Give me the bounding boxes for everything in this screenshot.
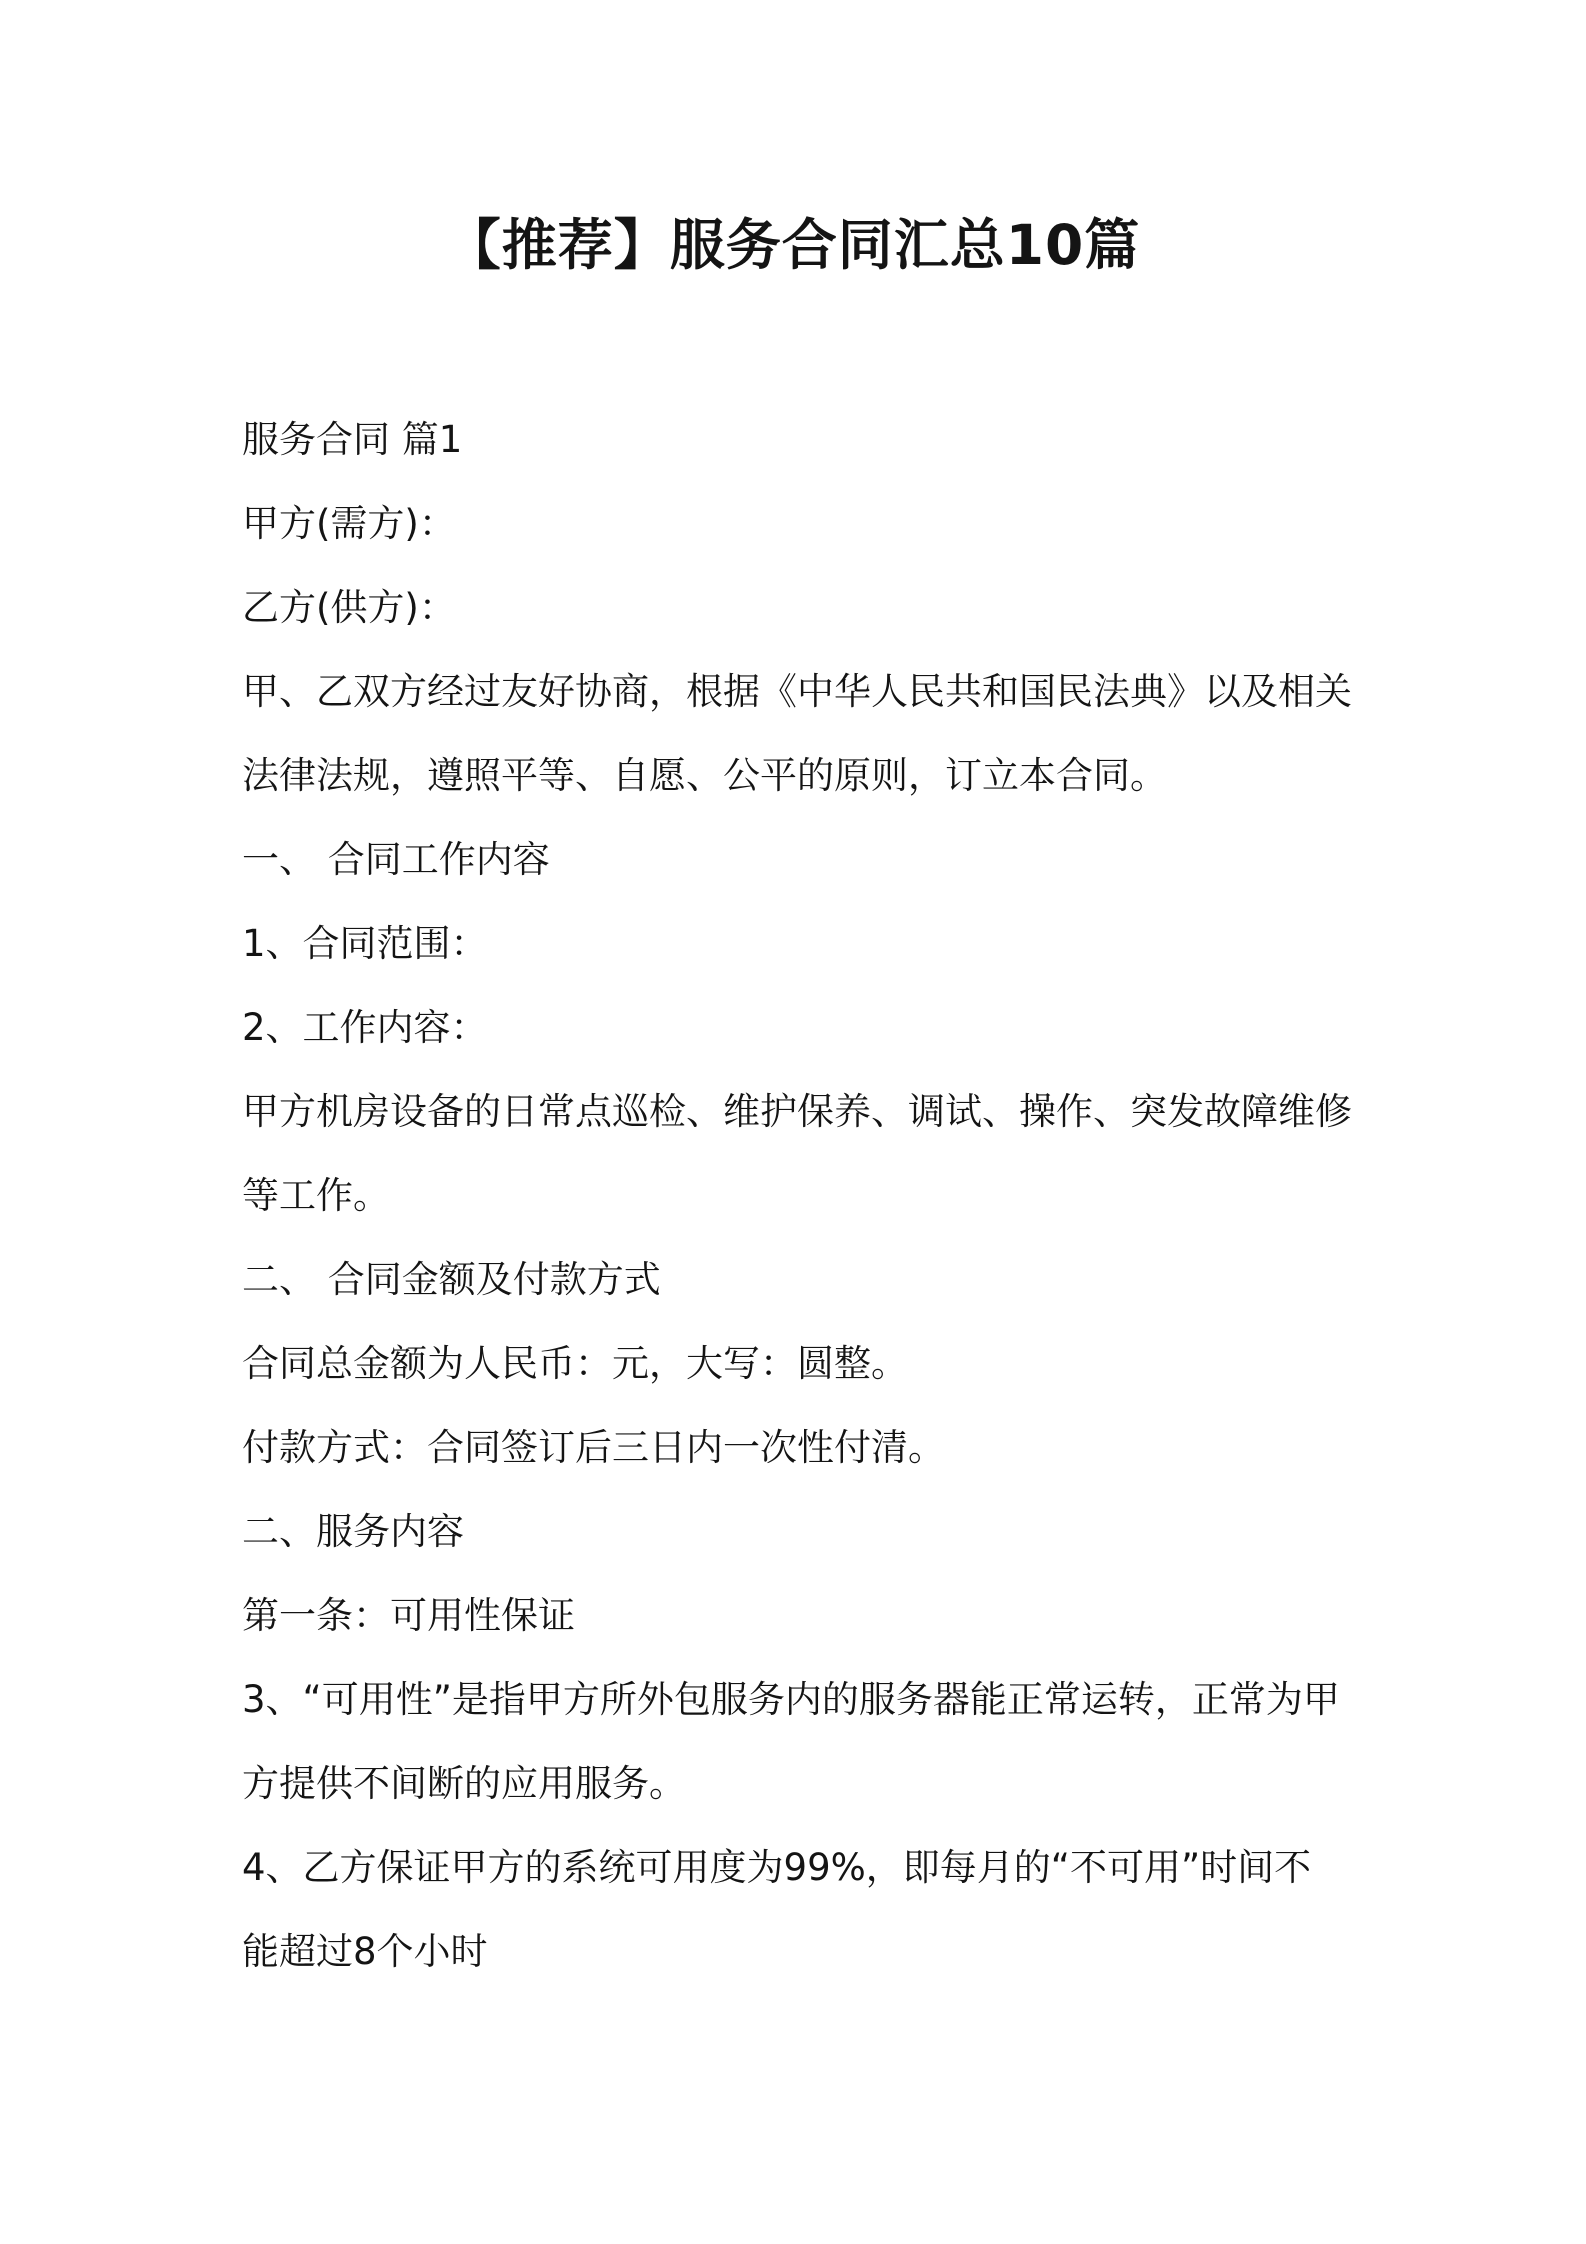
clause-heading: 二、服务内容 [242, 1510, 464, 1553]
party-b-line: 乙方(供方)： [242, 586, 456, 629]
paragraph-line: 甲、乙双方经过友好协商，根据《中华人民共和国民法典》以及相关 [242, 670, 1352, 713]
paragraph-line: 法律法规，遵照平等、自愿、公平的原则，订立本合同。 [242, 754, 1167, 797]
document-body [242, 398, 1362, 1994]
paragraph-line: 付款方式：合同签订后三日内一次性付清。 [242, 1426, 945, 1469]
section-heading: 服务合同 篇1 [242, 418, 463, 461]
clause-item: 1、合同范围： [242, 922, 488, 965]
clause-heading: 一、 合同工作内容 [242, 838, 550, 881]
article-heading: 第一条：可用性保证 [242, 1594, 575, 1637]
paragraph-line: 等工作。 [242, 1174, 390, 1217]
clause-heading: 二、 合同金额及付款方式 [242, 1258, 661, 1301]
paragraph-line: 方提供不间断的应用服务。 [242, 1762, 686, 1805]
party-a-line: 甲方(需方)： [242, 502, 456, 545]
clause-item: 2、工作内容： [242, 1006, 488, 1049]
paragraph-line: 能超过8个小时 [242, 1930, 488, 1973]
document-title: 【推荐】服务合同汇总10篇 [445, 213, 1141, 277]
paragraph-line: 4、乙方保证甲方的系统可用度为99%，即每月的“不可用”时间不 [242, 1846, 1312, 1889]
paragraph-line: 3、“可用性”是指甲方所外包服务内的服务器能正常运转，正常为甲 [242, 1678, 1340, 1721]
paragraph-line: 甲方机房设备的日常点巡检、维护保养、调试、操作、突发故障维修 [242, 1090, 1352, 1133]
paragraph-line: 合同总金额为人民币：元，大写：圆整。 [242, 1342, 908, 1385]
